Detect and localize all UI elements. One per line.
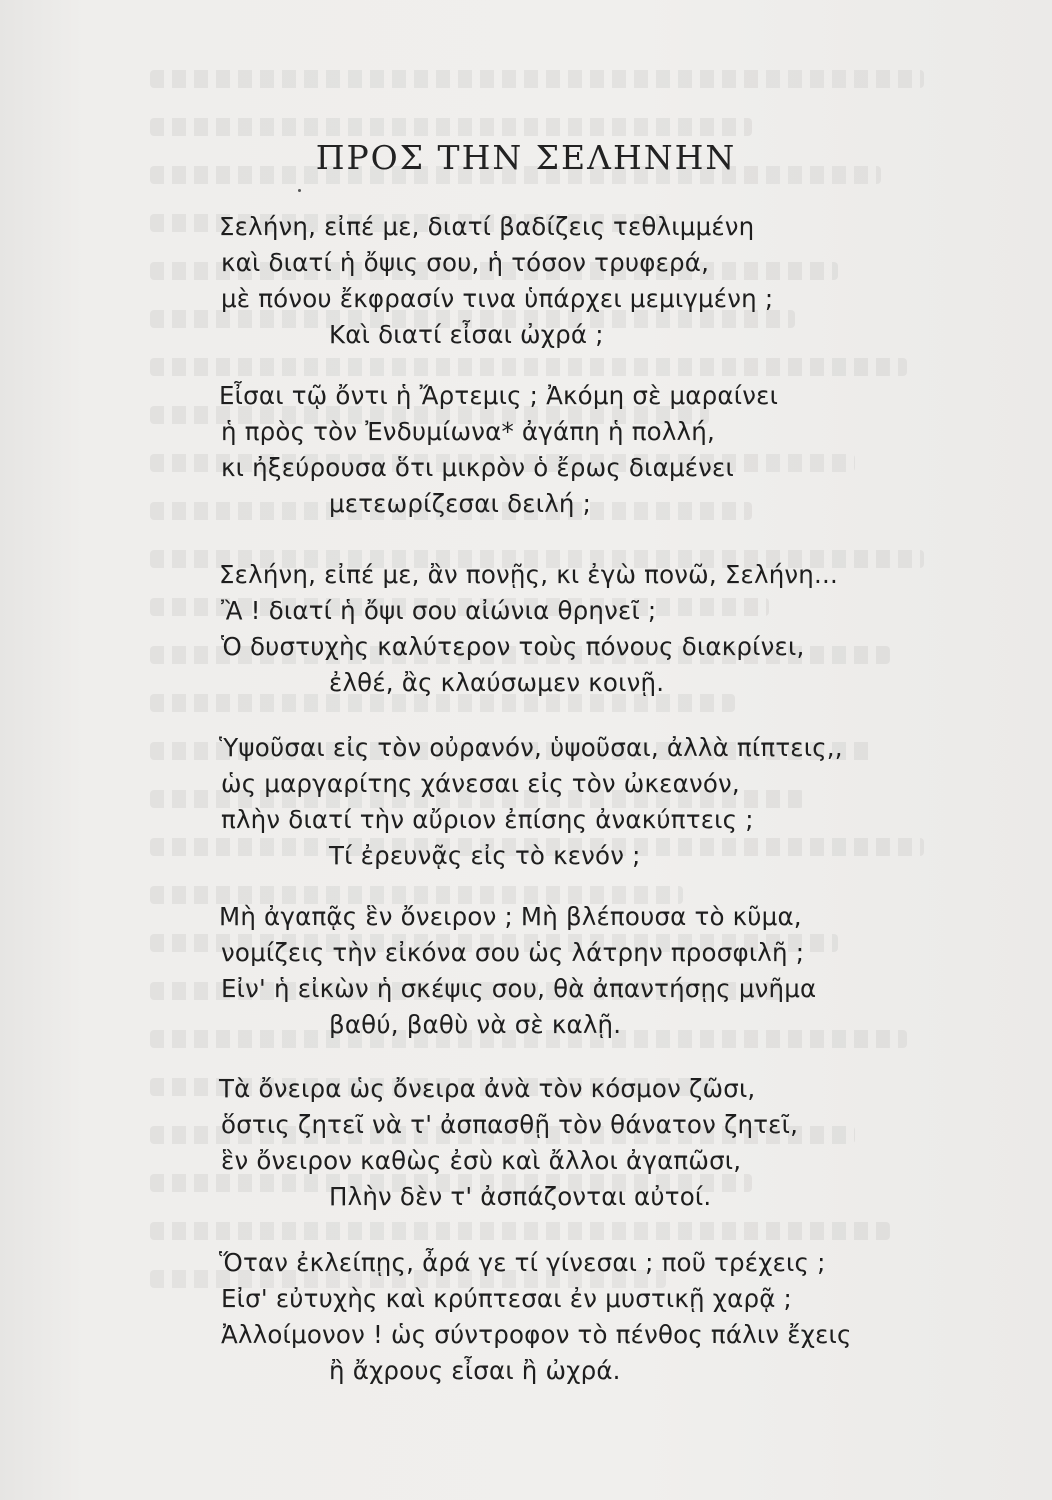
poem-line: Ὅταν ἐκλείπῃς, ἆρά γε τί γίνεσαι ; ποῦ τρέχεις ; <box>219 1248 826 1277</box>
poem-line: Τί ἐρευνᾷς εἰς τὸ κενόν ; <box>329 841 641 870</box>
poem-line: Τὰ ὄνειρα ὡς ὄνειρα ἀνὰ τὸν κόσμον ζῶσι, <box>219 1074 756 1103</box>
poem-line: ἓν ὄνειρον καθὼς ἐσὺ καὶ ἄλλοι ἀγαπῶσι, <box>221 1146 742 1175</box>
poem-line: ὅστις ζητεῖ νὰ τ' ἀσπασθῇ τὸν θάνατον ζητεῖ, <box>221 1110 799 1139</box>
poem-line: ὡς μαργαρίτης χάνεσαι εἰς τὸν ὠκεανόν, <box>221 769 740 798</box>
poem-line: ἢ ἄχρους εἶσαι ἢ ὠχρά. <box>329 1356 621 1385</box>
poem-line: Καὶ διατί εἶσαι ὠχρά ; <box>329 320 604 349</box>
poem-line: Πλὴν δὲν τ' ἀσπάζονται αὐτοί. <box>329 1182 712 1211</box>
stray-mark <box>298 189 301 192</box>
poem-line: Ἂ ! διατί ἡ ὄψι σου αἰώνια θρηνεῖ ; <box>221 596 657 625</box>
poem-line: μὲ πόνου ἔκφρασίν τινα ὑπάρχει μεμιγμένη ; <box>221 284 774 313</box>
poem-line: Εἰν' ἡ εἰκὼν ἡ σκέψις σου, θὰ ἀπαντήσῃς μνῆμα <box>221 974 817 1003</box>
poem-line: Ἀλλοίμονον ! ὡς σύντροφον τὸ πένθος πάλιν ἔχεις <box>221 1320 852 1349</box>
poem-line: νομίζεις τὴν εἰκόνα σου ὡς λάτρην προσφιλῆ ; <box>221 938 805 967</box>
poem-line: Σελήνη, εἰπέ με, ἂν πονῇς, κι ἐγὼ πονῶ, Σελήνη... <box>219 560 838 589</box>
poem-line: κι ἠξεύρουσα ὅτι μικρὸν ὁ ἔρως διαμένει <box>221 453 734 482</box>
poem-line: πλὴν διατί τὴν αὔριον ἐπίσης ἀνακύπτεις ; <box>221 805 754 834</box>
poem-line: καὶ διατί ἡ ὄψις σου, ἡ τόσον τρυφερά, <box>221 248 710 277</box>
poem-line: ἐλθέ, ἂς κλαύσωμεν κοινῇ. <box>329 668 665 697</box>
poem-line: ἡ πρὸς τὸν Ἐνδυμίωνα* ἀγάπη ἡ πολλή, <box>221 417 715 446</box>
poem-line: μετεωρίζεσαι δειλή ; <box>329 489 592 518</box>
poem-line: Μὴ ἀγαπᾷς ἓν ὄνειρον ; Μὴ βλέπουσα τὸ κῦμα, <box>219 902 802 931</box>
poem-line: βαθύ, βαθὺ νὰ σὲ καλῇ. <box>329 1010 622 1039</box>
poem-line: Σελήνη, εἰπέ με, διατί βαδίζεις τεθλιμμένη <box>219 212 755 241</box>
poem-line: Ὑψοῦσαι εἰς τὸν οὐρανόν, ὑψοῦσαι, ἀλλὰ πίπτεις,, <box>219 733 843 762</box>
poem-line: Εἰσ' εὐτυχὴς καὶ κρύπτεσαι ἐν μυστικῇ χαρᾷ ; <box>221 1284 792 1313</box>
poem-title: ΠΡΟΣ ΤΗΝ ΣΕΛΗΝΗΝ <box>315 138 737 177</box>
poem-line: Ὁ δυστυχὴς καλύτερον τοὺς πόνους διακρίνει, <box>221 632 805 661</box>
poem-line: Εἶσαι τῷ ὄντι ἡ Ἄρτεμις ; Ἀκόμη σὲ μαραίνει <box>219 381 779 410</box>
